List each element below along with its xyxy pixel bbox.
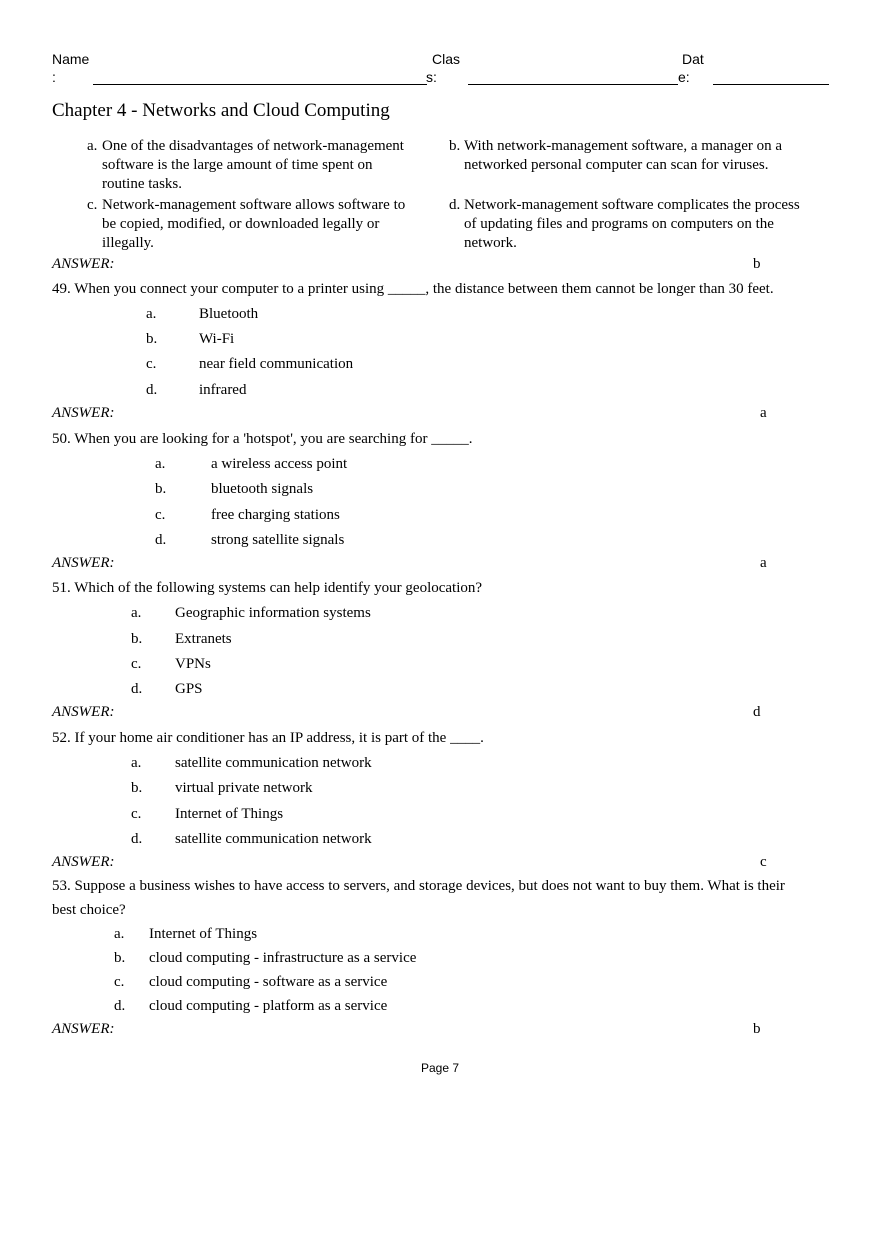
option-text: satellite communication network — [175, 831, 372, 847]
option-text: Wi-Fi — [199, 331, 235, 347]
option-letter: d. — [146, 382, 158, 398]
option-text: Network-management software complicates the process of updating files and programs on computers on the network. — [464, 197, 800, 251]
answer-value: c — [760, 854, 767, 870]
class-label: Clas — [432, 51, 461, 67]
option-letter: c. — [131, 656, 142, 672]
answer-label: ANSWER: — [52, 555, 115, 571]
name-label-colon: : — [52, 69, 56, 85]
option-letter: c. — [146, 356, 157, 372]
answer-label: ANSWER: — [52, 704, 115, 720]
option-letter: d. — [155, 532, 167, 548]
option-letter: b. — [449, 138, 461, 154]
answer-label: ANSWER: — [52, 256, 115, 272]
option-text: Internet of Things — [175, 806, 284, 822]
option-letter: a. — [146, 306, 157, 322]
answer-value: a — [760, 405, 767, 421]
date-label-suffix: e: — [678, 69, 690, 85]
question-53-line2: best choice? — [52, 902, 126, 918]
option-text: a wireless access point — [211, 456, 348, 472]
name-field-line[interactable] — [93, 84, 427, 85]
option-text: Network-management software allows software to be copied, modified, or downloaded legally or illegally. — [102, 197, 406, 251]
answer-label: ANSWER: — [52, 854, 115, 870]
answer-value: d — [753, 704, 761, 720]
date-label: Dat — [682, 51, 704, 67]
option-letter: c. — [131, 806, 142, 822]
option-text: strong satellite signals — [211, 532, 345, 548]
answer-label: ANSWER: — [52, 405, 115, 421]
option-text: virtual private network — [175, 780, 313, 796]
option-letter: c. — [155, 507, 166, 523]
class-field-line[interactable] — [468, 84, 678, 85]
q48-option-c — [87, 196, 417, 253]
option-text: Geographic information systems — [175, 605, 371, 621]
option-letter: d. — [449, 197, 461, 213]
answer-value: a — [760, 555, 767, 571]
option-letter: d. — [131, 831, 143, 847]
option-letter: a. — [155, 456, 166, 472]
option-text: Bluetooth — [199, 306, 259, 322]
option-letter: a. — [114, 926, 125, 942]
option-letter: a. — [131, 755, 142, 771]
option-text: near field communication — [199, 356, 354, 372]
question-49: 49. When you connect your computer to a printer using _____, the distance between them cannot be longer than 30 feet. — [52, 281, 774, 297]
option-letter: b. — [131, 631, 143, 647]
option-letter: b. — [114, 950, 126, 966]
option-text: cloud computing - infrastructure as a service — [149, 950, 417, 966]
option-text: VPNs — [175, 656, 211, 672]
option-letter: a. — [131, 605, 142, 621]
option-text: Internet of Things — [149, 926, 258, 942]
page-title: Chapter 4 - Networks and Cloud Computing — [52, 100, 390, 121]
option-letter: b. — [131, 780, 143, 796]
question-51: 51. Which of the following systems can help identify your geolocation? — [52, 580, 483, 596]
option-text: With network-management software, a manager on a networked personal computer can scan for viruses. — [464, 138, 783, 173]
q48-option-a — [87, 137, 417, 194]
page-number: Page 7 — [420, 1061, 460, 1075]
answer-value: b — [753, 1021, 761, 1037]
option-text: cloud computing - software as a service — [149, 974, 388, 990]
option-text: cloud computing - platform as a service — [149, 998, 388, 1014]
question-52: 52. If your home air conditioner has an IP address, it is part of the ____. — [52, 730, 484, 746]
option-letter: d. — [131, 681, 143, 697]
option-letter: b. — [155, 481, 167, 497]
option-text: GPS — [175, 681, 203, 697]
class-label-suffix: s: — [426, 69, 437, 85]
q48-option-b — [449, 137, 809, 175]
option-text: One of the disadvantages of network-management software is the large amount of time spent on routine tasks. — [102, 138, 404, 192]
option-text: infrared — [199, 382, 247, 398]
answer-label: ANSWER: — [52, 1021, 115, 1037]
option-letter: a. — [87, 138, 98, 154]
q48-option-d — [449, 196, 809, 253]
answer-value: b — [753, 256, 761, 272]
question-53: 53. Suppose a business wishes to have access to servers, and storage devices, but does not want to buy them. What is their — [52, 878, 785, 894]
option-text: free charging stations — [211, 507, 340, 523]
option-text: satellite communication network — [175, 755, 372, 771]
option-letter: c. — [114, 974, 125, 990]
option-letter: c. — [87, 197, 98, 213]
option-text: bluetooth signals — [211, 481, 314, 497]
question-50: 50. When you are looking for a 'hotspot', you are searching for _____. — [52, 431, 473, 447]
option-text: Extranets — [175, 631, 232, 647]
option-letter: d. — [114, 998, 126, 1014]
date-field-line[interactable] — [713, 84, 829, 85]
name-label: Name — [52, 51, 90, 67]
option-letter: b. — [146, 331, 158, 347]
